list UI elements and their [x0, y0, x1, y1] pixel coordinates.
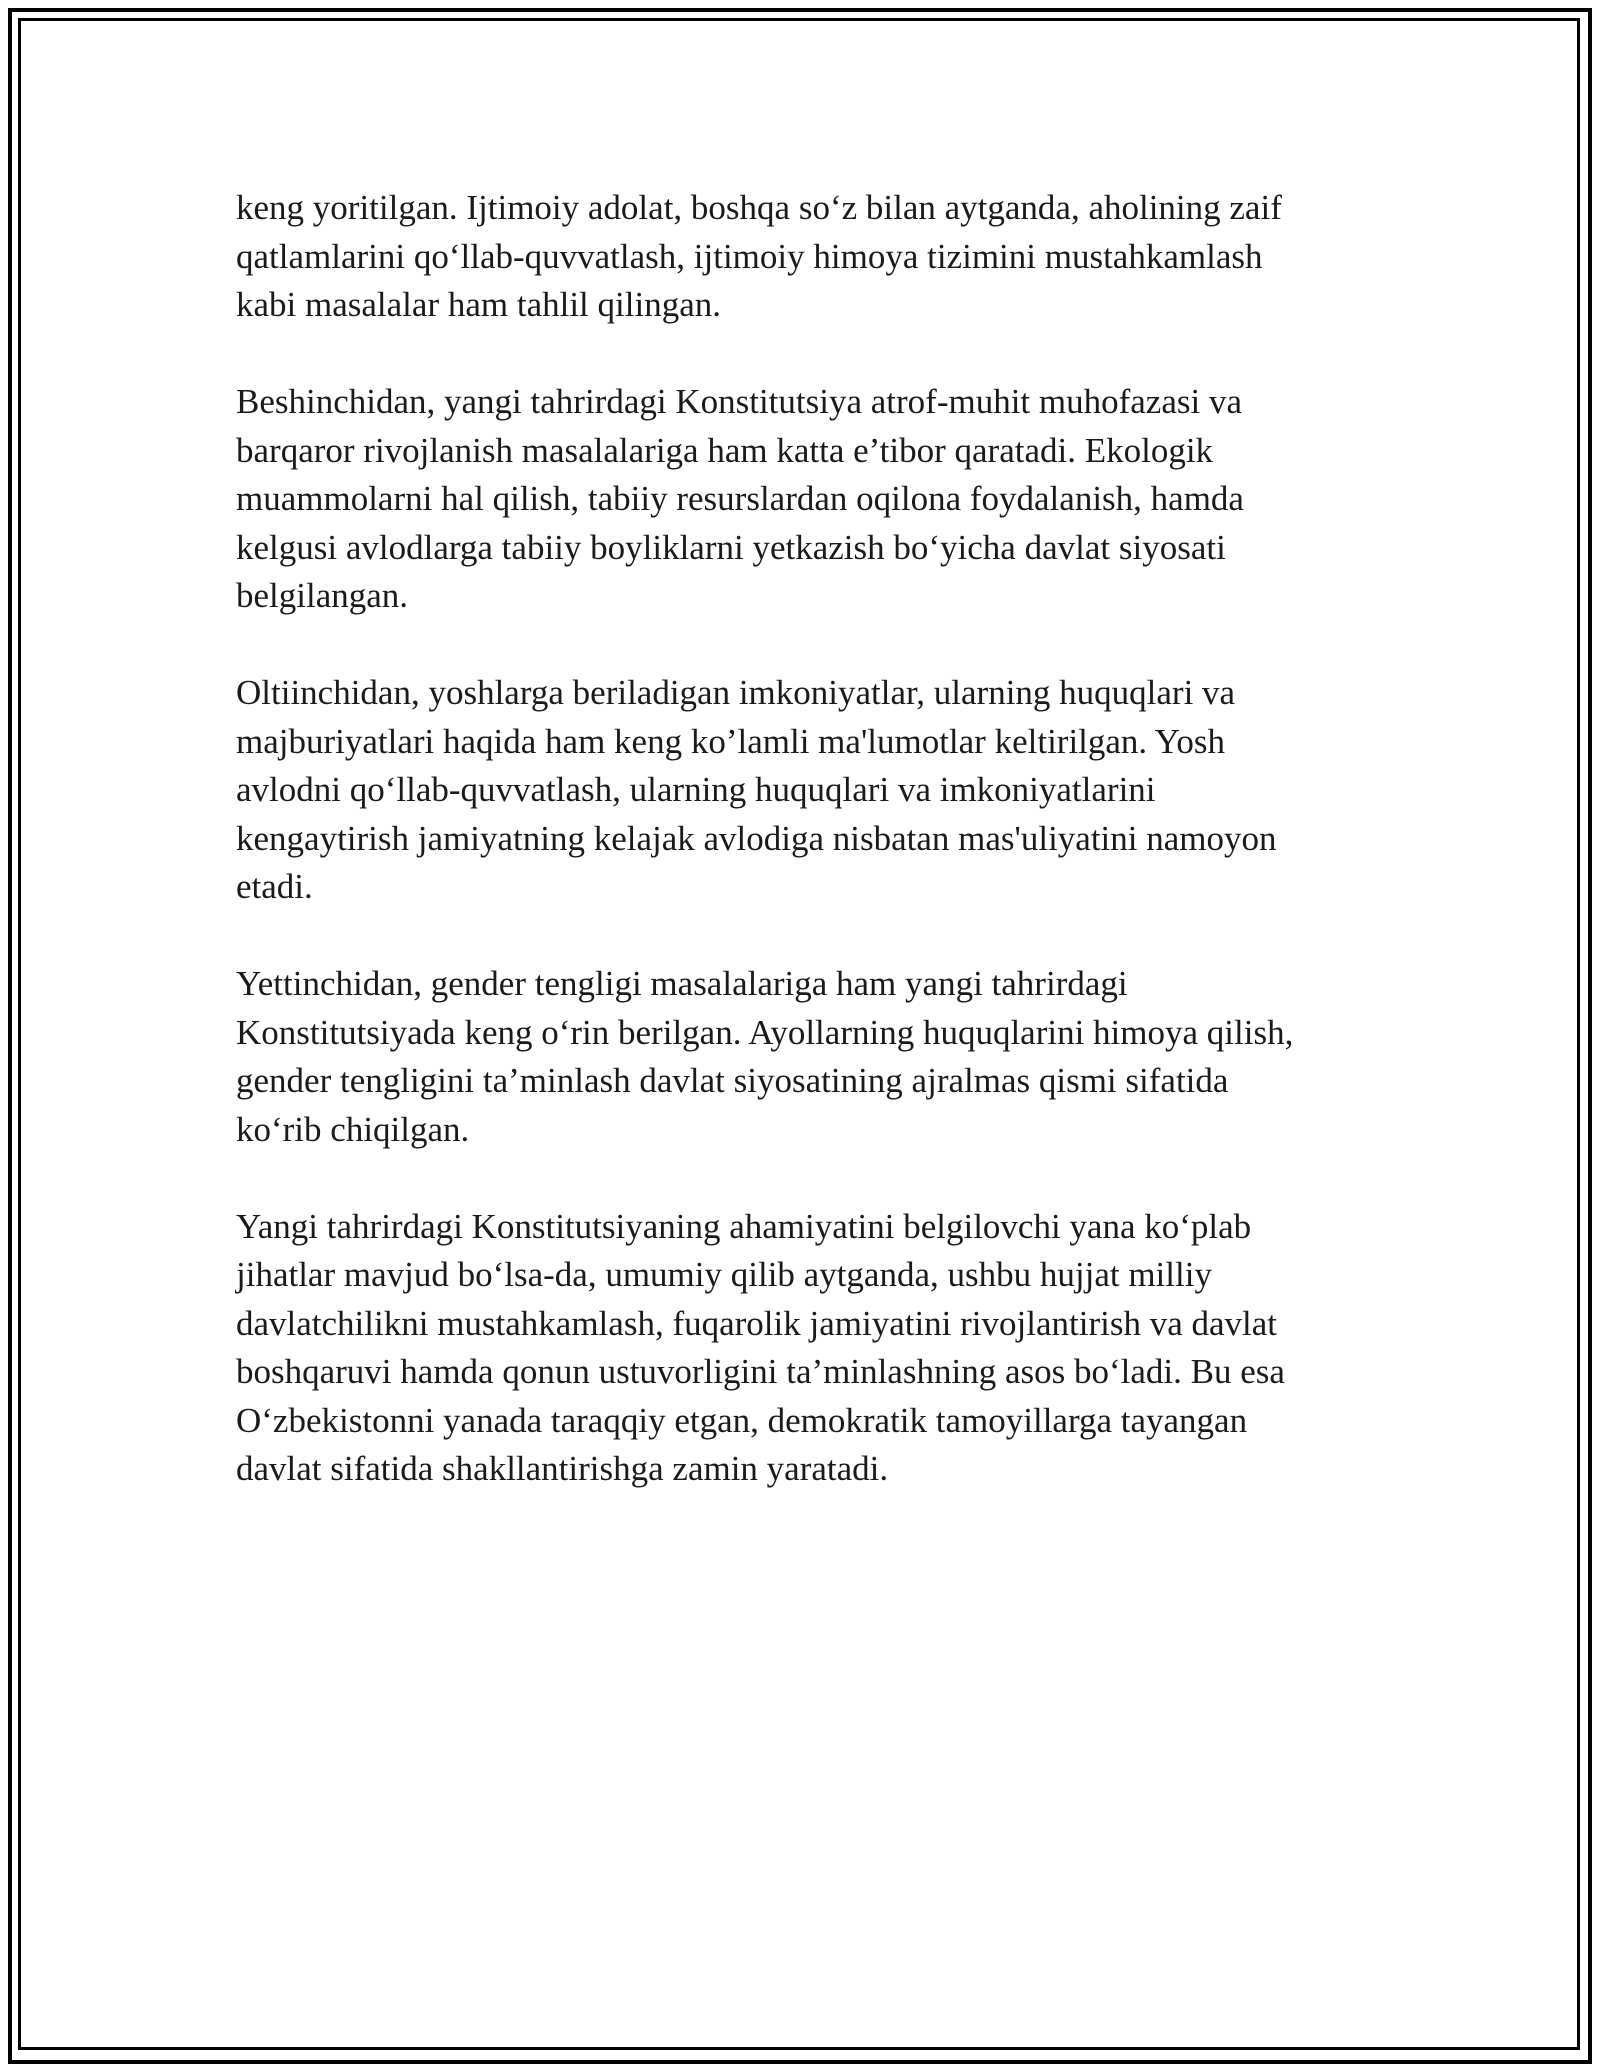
- paragraph-3: Oltiinchidan, yoshlarga beriladigan imkoniyatlar, ularning huquqlari va majburiyatlari haqida ham keng ko’lamli ma'lumotlar keltirilgan. Yosh avlodni qo‘llab-quvvatlash, ularning huquqlari va imkoniyatlarini kengaytirish jamiyatning kelajak avlodiga nisbatan mas'uliyatini namoyon etadi.: [236, 673, 1277, 906]
- paragraph-1: keng yoritilgan. Ijtimoiy adolat, boshqa so‘z bilan aytganda, aholining zaif qatlamlarini qo‘llab-quvvatlash, ijtimoiy himoya tizimini mustahkamlash kabi masalalar ham tahlil qilingan.: [236, 188, 1282, 324]
- paragraph-2: Beshinchidan, yangi tahrirdagi Konstitutsiya atrof-muhit muhofazasi va barqaror rivojlanish masalalariga ham katta e’tibor qaratadi. Ekologik muammolarni hal qilish, tabiiy resurslardan oqilona foydalanish, hamda kelgusi avlodlarga tabiiy boyliklarni yetkazish bo‘yicha davlat siyosati belgilangan.: [236, 382, 1244, 615]
- document-body: [236, 184, 1366, 1494]
- paragraph-4: Yettinchidan, gender tengligi masalalariga ham yangi tahrirdagi Konstitutsiyada keng o‘rin berilgan. Ayollarning huquqlarini himoya qilish, gender tengligini ta’minlash davlat siyosatining ajralmas qismi sifatida ko‘rib chiqilgan.: [236, 964, 1294, 1149]
- paragraph-5: Yangi tahrirdagi Konstitutsiyaning ahamiyatini belgilovchi yana ko‘plab jihatlar mavjud bo‘lsa-da, umumiy qilib aytganda, ushbu hujjat milliy davlatchilikni mustahkamlash, fuqarolik jamiyatini rivojlantirish va davlat boshqaruvi hamda qonun ustuvorligini ta’minlashning asos bo‘ladi. Bu esa O‘zbekistonni yanada taraqqiy etgan, demokratik tamoyillarga tayangan davlat sifatida shakllantirishga zamin yaratadi.: [236, 1206, 1285, 1488]
